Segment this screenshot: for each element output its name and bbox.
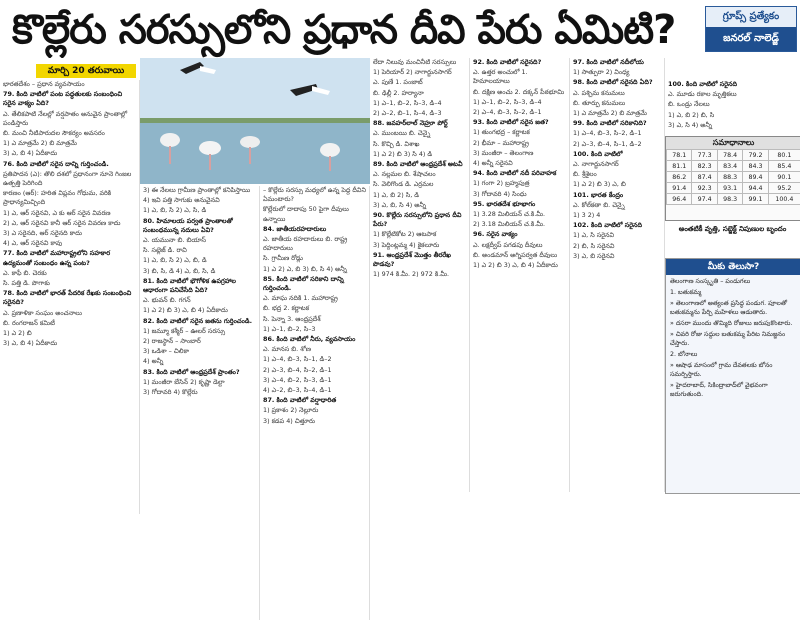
question-line: 1) ఎ, బి 2) బి, సి [668, 111, 797, 120]
fact-line: 2. బోనాలు [670, 350, 797, 359]
question-line: 2) ఎ–3, బి–4, సి–1, డి–2 [573, 140, 661, 149]
question-line: 4) ఎ–2, బి–3, సి–4, డి–1 [263, 386, 366, 395]
did-you-know-title: మీకు తెలుసా? [666, 259, 800, 275]
question-line: 1) ఎ, బి, సి 2) ఎ, బి, డి [143, 256, 256, 265]
answer-cell: 84.3 [743, 161, 768, 172]
question-line: 98. కింది వాటిలో సరైనది ఏది? [573, 78, 661, 87]
question-line: 1) ఎ 2) బి 3) ఎ, బి 4) ఏదీకాదు [143, 306, 256, 315]
question-line: ఎ. జాతీయ రహదారులు బి. రాష్ట్ర రహదారులు [263, 235, 366, 253]
question-line: 1) ఎ 2) బి [3, 329, 136, 338]
answer-cell: 99.1 [743, 194, 768, 205]
fact-line: » తెలంగాణలో అత్యంత ప్రసిద్ధ పండుగ. పూలతో బతుకమ్మను పేర్చి మహిళలు ఆడుతారు. [670, 299, 797, 317]
answer-row [667, 172, 800, 183]
question-line: 89. కింది వాటిలో ఆంధ్రప్రదేశ్ అటవీ [373, 160, 466, 169]
fact-line: » హైదరాబాద్, సికింద్రాబాద్‌లో వైభవంగా జరుగుతుంది. [670, 381, 797, 399]
answer-cell: 92.3 [692, 183, 717, 194]
question-line: 1) ఎ, బి, సి 2) ఎ, సి, డి [143, 206, 256, 215]
question-line: బి. భద్ర 2. కర్ణాటక [263, 304, 366, 313]
question-line: సి. సట్లెజ్ డి. రావి [143, 246, 256, 255]
question-line: 2) 3.18 మిలియన్ చ.కి.మీ. [473, 220, 566, 229]
question-line: – కొల్లేరు సరస్సు మధ్యలో ఉన్న పెద్ద దీవిని ఏమంటారు? [263, 186, 366, 204]
question-line: 3) గోదావరి 4) కొల్లేరు [143, 388, 256, 397]
answer-cell: 86.2 [667, 172, 692, 183]
question-line: ఎ. నల్లమల బి. శేషాచలం [373, 170, 466, 179]
question-line: 3) ఎ, బి 4) ఏదీకాదు [3, 339, 136, 348]
question-line: బి. ఒండ్రు నేలలు [668, 100, 797, 109]
answer-cell: 78.1 [667, 150, 692, 161]
question-line: బి. అండమాన్ అగ్నిపర్వత దీవులు [473, 251, 566, 260]
question-line: ఎ. ముంబయి బి. చెన్నై [373, 129, 466, 138]
question-line: 97. కింది వాటిలో నదీలోయ [573, 58, 661, 67]
question-line: 1) ఎ, ఆర్ సరైనవి, ఎ కు ఆర్ సరైన వివరణ [3, 209, 136, 218]
question-line: 1) ఎ మాత్రమే 2) బి మాత్రమే [573, 109, 661, 118]
birds-photo [140, 58, 370, 184]
question-line: 1) ఎ, బి 2) సి, డి [373, 191, 466, 200]
question-line: 90. కొల్లేరు సరస్సులోని ప్రధాన దీవి పేరు? [373, 211, 466, 229]
question-line: 2) భీమా – మహారాష్ట్ర [473, 139, 566, 148]
answers-grid [666, 149, 800, 205]
question-line: 1) 974 కి.మీ. 2) 972 కి.మీ. [373, 270, 466, 279]
question-line: 3) పెద్దింట్లమ్మ 4) కైకలూరు [373, 241, 466, 250]
fact-line: » చివరి రోజు సద్దుల బతుకమ్మ పేరిట నిమజ్జనం చేస్తారు. [670, 330, 797, 348]
question-line: బి. మంచి నీటిపారుదల సౌకర్యం అవసరం [3, 129, 136, 138]
question-line: ఎ. భువన్ బి. గగన్ [143, 296, 256, 305]
question-line: ఎ. పుణే 1. పంజాబ్ [373, 78, 466, 87]
question-line: 4) అన్నీ సరైనవి [473, 159, 566, 168]
fact-line: 1. బతుకమ్మ [670, 288, 797, 297]
answers-title: సమాధానాలు [666, 137, 800, 149]
question-line: 1) కొల్లేటికోట 2) ఆటపాక [373, 230, 466, 239]
question-line: 2) ఎ–4, బి–3, సి–2, డి–1 [473, 108, 566, 117]
question-line: బి. తూర్పు కనుమలు [573, 99, 661, 108]
question-line: 76. కింది వాటిలో సరైన దాన్ని గుర్తించండి. [3, 160, 136, 169]
answer-cell: 85.4 [768, 161, 800, 172]
answer-cell: 97.4 [692, 194, 717, 205]
answer-cell: 79.2 [743, 150, 768, 161]
question-line: 3) ఎ, బి 4) ఏదీకాదు [3, 149, 136, 158]
question-line: 1) ప్రకాశం 2) నెల్లూరు [263, 406, 366, 415]
question-line: 88. జవహర్‌లాల్ నెహ్రూ పోర్ట్ [373, 119, 466, 128]
question-line: 1) ఎ 2) బి 3) సి 4) డి [373, 150, 466, 159]
question-line: ఎ. తేలికపాటి నేలల్లో వర్షపాతం అనువైన ప్రాంతాల్లో పండిస్తారు [3, 110, 136, 128]
question-line: 92. కింది వాటిలో సరైనది? [473, 58, 566, 67]
question-line: 86. కింది వాటిలో నీరు, వ్యవసాయం [263, 335, 366, 344]
question-line: 82. కింది వాటిలో సరైన జతను గుర్తించండి. [143, 317, 256, 326]
question-line: కారణం (ఆర్): హరిత విప్లవం గోధుమ, వరికి ప్రాధాన్యమిచ్చింది [3, 189, 136, 207]
question-line: సి. కొచ్చి డి. విశాఖ [373, 140, 466, 149]
question-line: బి. శ్రీశైలం [573, 170, 661, 179]
question-line: ఎ. ఉత్తర అంచులో 1. హిమాలయాలు [473, 68, 566, 86]
question-line: 3) ఈ నేలలు గ్రామీణ ప్రాంతాల్లో కనిపిస్తాయి [143, 186, 256, 195]
question-line: 99. కింది వాటిలో సరికానిది? [573, 119, 661, 128]
answer-cell: 89.4 [743, 172, 768, 183]
headline: కొల్లేరు సరస్సులోని ప్రధాన దీవి పేరు ఏమిటి? [12, 2, 702, 58]
answer-cell: 87.4 [692, 172, 717, 183]
column-1 [0, 80, 140, 514]
question-line: 1) ఎ–1, బి–2, సి–3, డి–4 [473, 98, 566, 107]
question-line: ఎ. పశ్చిమ కనుమలు [573, 89, 661, 98]
question-line: 1) ఎ–4, బి–3, సి–2, డి–1 [573, 129, 661, 138]
question-line: 3) కడప 4) చిత్తూరు [263, 417, 366, 426]
question-line: బి. ఢిల్లీ 2. హర్యానా [373, 89, 466, 98]
fact-line: » ఆషాఢ మాసంలో గ్రామ దేవతలకు బోనం సమర్పిస్తారు. [670, 361, 797, 379]
column-2 [140, 186, 260, 620]
answers-table [665, 136, 800, 221]
question-line: 1) ఎ–1, బి–2, సి–3, డి–4 [373, 99, 466, 108]
question-line: 95. భారతదేశ భూభాగం [473, 200, 566, 209]
answer-row [667, 150, 800, 161]
question-line: 78. కింది వాటిలో భారత్ పేదరిక రేఖకు సంబంధించి సరైనది? [3, 289, 136, 307]
answer-cell: 80.1 [768, 150, 800, 161]
question-line: 2) బి, సి సరైనవి [573, 242, 661, 251]
question-line: 3) ఒడిశా – చిలికా [143, 347, 256, 356]
answer-cell: 98.3 [717, 194, 742, 205]
question-line: 3) ఎ, బి, సి 4) అన్నీ [373, 201, 466, 210]
column-7 [665, 80, 800, 136]
answer-cell: 82.3 [692, 161, 717, 172]
question-line: 1) ఎ–4, బి–3, సి–1, డి–2 [263, 355, 366, 364]
question-line: లేదా నిలువు మంచినీటి సరస్సులు [373, 58, 466, 67]
question-line: 101. భారత కేంద్రం [573, 191, 661, 200]
question-line: 1) ఎ–1, బి–2, సి–3 [263, 325, 366, 334]
question-line: 4) అన్నీ [143, 357, 256, 366]
fact-line: » దసరా ముందు తొమ్మిది రోజులు జరుపుకొంటారు. [670, 319, 797, 328]
question-line: 96. సరైన వాక్యం [473, 230, 566, 239]
question-line: 79. కింది వాటిలో పంట పద్ధతులకు సంబంధించి సరైన వాక్యం ఏది? [3, 90, 136, 108]
question-line: 1) మంజీరా బేసిన్ 2) కృష్ణా డెల్టా [143, 378, 256, 387]
question-line: 83. కింది వాటిలో ఆంధ్రప్రదేశ్ ప్రాంతం? [143, 368, 256, 377]
question-line: 77. కింది వాటిలో మహారాష్ట్రలోని సహకార ఉద్యమంతో సంబంధం ఉన్న పంట? [3, 249, 136, 267]
question-line: 3) ఎ, బి సరైనవి [573, 252, 661, 261]
question-line: 3) గోదావరి 4) సింధు [473, 190, 566, 199]
question-line: 81. కింది వాటిలో భౌగోళిక ఉపగ్రహాల ఆధారంగా పనిచేసేది ఏది? [143, 277, 256, 295]
answer-cell: 95.2 [768, 183, 800, 194]
badge-bottom-label: జనరల్ నాలెడ్జ్ [706, 27, 796, 51]
question-line: 91. ఆంధ్రప్రదేశ్ మొత్తం తీరరేఖ పొడవు? [373, 251, 466, 269]
did-you-know-box [665, 258, 800, 494]
column-5 [470, 58, 570, 492]
question-line: 87. కింది వాటిలో వర్షాధారిత [263, 396, 366, 405]
question-line: 2) ఎ, ఆర్ సరైనవి కానీ ఆర్ సరైన వివరణ కాదు [3, 219, 136, 228]
question-line: 1) 3.28 మిలియన్ చ.కి.మీ. [473, 210, 566, 219]
series-tag: మార్చి 20 తరువాయి [36, 64, 136, 78]
answer-cell: 91.4 [667, 183, 692, 194]
question-line: 1) ఎ 2) ఎ, బి 3) బి, సి 4) అన్నీ [263, 265, 366, 274]
question-line: 3) బి, సి, డి 4) ఎ, బి, సి, డి [143, 267, 256, 276]
section-badge [705, 6, 797, 52]
answer-cell: 78.4 [717, 150, 742, 161]
question-line: ఎ. నాగార్జునసాగర్ [573, 160, 661, 169]
column-6 [570, 58, 665, 492]
question-line: సి. పత్తి డి. పొగాకు [3, 279, 136, 288]
question-line: ఎ. యమునా బి. బియాస్ [143, 236, 256, 245]
question-line: బి. రంగరాజన్ కమిటీ [3, 319, 136, 328]
question-line: సి. వెలిగొండ డి. ఎర్రమల [373, 180, 466, 189]
question-line: 3) మంజీరా – తెలంగాణ [473, 149, 566, 158]
question-line: 3) ఎ, సి 4) అన్నీ [668, 121, 797, 130]
question-line: 84. జాతీయరహదారులు [263, 225, 366, 234]
answer-row [667, 194, 800, 205]
question-line: 1) తుంగభద్ర – కర్ణాటక [473, 128, 566, 137]
answer-cell: 81.1 [667, 161, 692, 172]
answer-cell: 100.4 [768, 194, 800, 205]
question-line: 1) ఎ 2) బి 3) ఎ, బి 4) ఏదీకాదు [473, 261, 566, 270]
question-line: 2) రాజస్థాన్ – సాంబార్ [143, 337, 256, 346]
question-line: 4) ఎ, ఆర్ సరైనవి కావు [3, 239, 136, 248]
answer-cell: 96.4 [667, 194, 692, 205]
question-line: ఎ. కోల్‌కతా బి. చెన్నై [573, 201, 661, 210]
question-line: 1) ఎ 2) బి 3) ఎ, బి [573, 180, 661, 189]
question-line: ఎ. ప్రణాళికా సంఘం అంచనాలు [3, 309, 136, 318]
answer-row [667, 183, 800, 194]
question-line: కొల్లేరులో దాదాపు 50 పైగా దీవులు ఉన్నాయి [263, 205, 366, 223]
question-line: సి. గ్రామీణ రోడ్లు [263, 254, 366, 263]
question-line: 102. కింది వాటిలో సరైనది [573, 221, 661, 230]
answer-row [667, 161, 800, 172]
question-line: ఎ. మానస బి. శోణ [263, 345, 366, 354]
question-line: 4) ఇవి పత్తి సాగుకు అనువైనవి [143, 196, 256, 205]
answer-cell: 90.1 [768, 172, 800, 183]
answer-cell: 94.4 [743, 183, 768, 194]
question-line: 1) ఎ మాత్రమే 2) బి మాత్రమే [3, 139, 136, 148]
question-line: 1) సాత్పురా 2) వింధ్య [573, 68, 661, 77]
answer-cell: 77.3 [692, 150, 717, 161]
answer-cell: 88.3 [717, 172, 742, 183]
question-line: 100. కింది వాటిలో [573, 150, 661, 159]
question-line: 80. హిమాలయ పర్వత ప్రాంతాలతో సంబంధమున్న నదులు ఏవి? [143, 217, 256, 235]
question-line: 2) ఎ–2, బి–1, సి–4, డి–3 [373, 109, 466, 118]
column-4 [370, 58, 470, 492]
question-line: 1) పెరియార్ 2) నాగార్జునసాగర్ [373, 68, 466, 77]
answer-cell: 83.4 [717, 161, 742, 172]
expert-credit: అంతటికీ వృత్తి, సబ్జెక్ట్ నిపుణుల బృందం [665, 224, 800, 256]
question-line: సి. పెన్నా 3. ఆంధ్రప్రదేశ్ [263, 315, 366, 324]
question-line: ఎ. మూడు రకాల మృత్తికలు [668, 90, 797, 99]
question-line: ఎ. మాఘ నదికి 1. మహారాష్ట్ర [263, 294, 366, 303]
question-line: 93. కింది వాటిలో సరైన జత? [473, 118, 566, 127]
question-line: 1) 3 2) 4 [573, 211, 661, 220]
question-line: 1) గంగా 2) బ్రహ్మపుత్ర [473, 179, 566, 188]
question-line: ఎ. కాఫీ బి. చెరకు [3, 269, 136, 278]
fact-line: తెలంగాణ సంస్కృతి – పండుగలు [670, 277, 797, 286]
question-line: బి. దక్షిణ అంచు 2. దక్కన్ పీఠభూమి [473, 88, 566, 97]
question-line: 100. కింది వాటిలో సరైనది [668, 80, 797, 89]
question-line: ప్రతిపాదన (ఎ): తొలి దశలో ప్రధానంగా నూనె గింజల ఉత్పత్తి పెరిగింది [3, 170, 136, 188]
question-line: ఎ. లక్షద్వీప్ పగడపు దీవులు [473, 241, 566, 250]
answer-cell: 93.1 [717, 183, 742, 194]
question-line: 85. కింది వాటిలో సరికాని దాన్ని గుర్తించండి. [263, 275, 366, 293]
question-line: 2) ఎ–3, బి–4, సి–2, డి–1 [263, 366, 366, 375]
question-line: 1) జమ్మూ కశ్మీర్ – ఊలర్ సరస్సు [143, 327, 256, 336]
question-line: 3) ఎ సరైనది, ఆర్ సరైనది కాదు [3, 229, 136, 238]
question-line: 94. కింది వాటిలో నదీ పరివాహక [473, 169, 566, 178]
badge-top-label: గ్రూప్స్ ప్రత్యేకం [706, 7, 796, 27]
question-line: 3) ఎ–4, బి–2, సి–3, డి–1 [263, 376, 366, 385]
question-line: భారతదేశం – ప్రధాన వ్యవసాయం [3, 80, 136, 89]
question-line: 1) ఎ, సి సరైనవి [573, 231, 661, 240]
did-you-know-items [666, 277, 800, 399]
column-3 [260, 186, 370, 620]
